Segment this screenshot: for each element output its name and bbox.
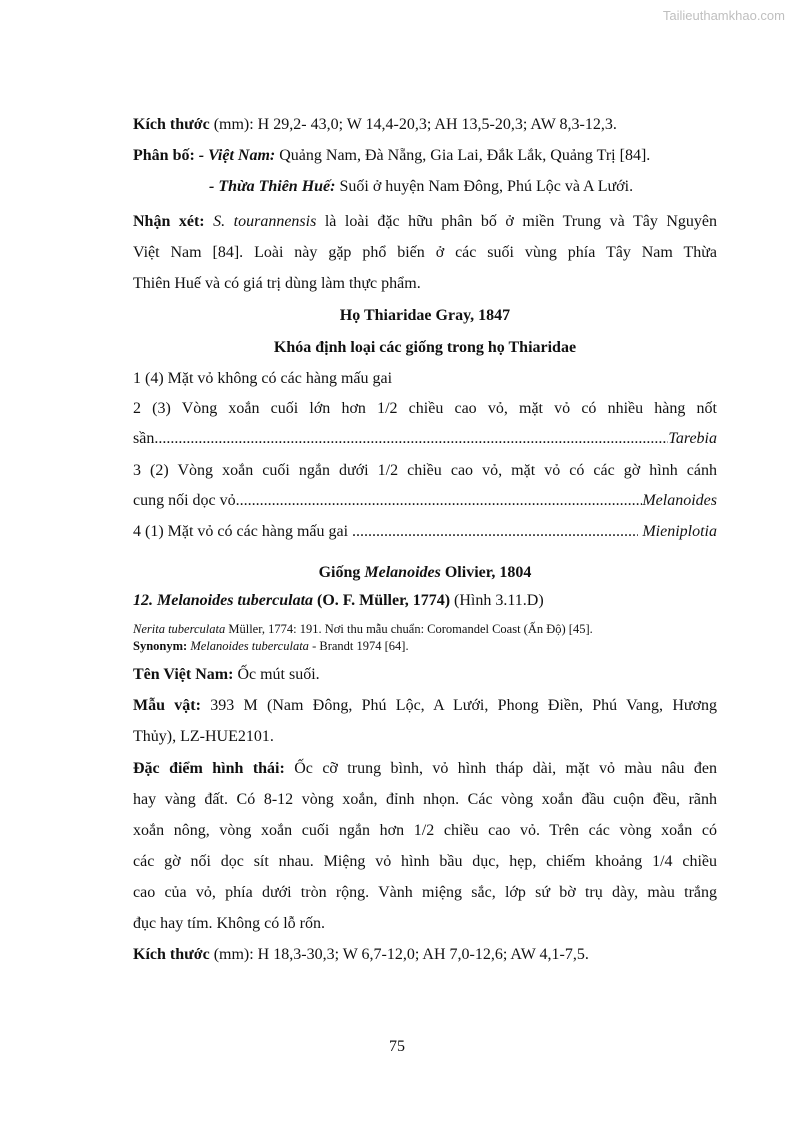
key-item-2b: sần ..... Tarebia — [133, 429, 717, 449]
key-item-2a: 2 (3) Vòng xoắn cuối lớn hơn 1/2 chiều cao vỏ, mặt vỏ có nhiều hàng nốt — [133, 400, 717, 417]
watermark: Tailieuthamkhao.com — [662, 8, 785, 23]
synonym-line: Synonym: Melanoides tuberculata - Brandt 1974 [64]. — [133, 639, 409, 653]
specimens-line-1: Mẫu vật: 393 M (Nam Đông, Phú Lộc, A Lưới, Phong Điền, Phú Vang, Hương — [133, 697, 718, 714]
vietnam-text: Quảng Nam, Đà Nẵng, Gia Lai, Đắk Lắk, Quảng Trị [84]. — [275, 147, 651, 164]
size-text: (mm): H 29,2- 43,0; W 14,4-20,3; AH 13,5-20,3; AW 8,3-12,3. — [209, 116, 617, 133]
page-number: 75 — [389, 1038, 405, 1055]
morphology-line-6: đục hay tím. Không có lỗ rốn. — [133, 915, 325, 932]
remark-line-2: Việt Nam [84]. Loài này gặp phổ biến ở các suối vùng phía Tây Nam Thừa — [133, 244, 717, 261]
morphology-line-4: các gờ nối dọc sít nhau. Miệng vỏ hình bầu dục, hẹp, chiếm khoảng 1/4 chiều — [133, 853, 717, 870]
remark-species: S. tourannensis — [213, 213, 317, 230]
morphology-line-2: hay vàng đất. Có 8-12 vòng xoắn, đỉnh nhọn. Các vòng xoắn đầu cuộn đều, rãnh — [133, 791, 717, 808]
specimens-line-2: Thủy), LZ-HUE2101. — [133, 728, 274, 745]
genus-tarebia: Tarebia — [668, 430, 717, 447]
distribution-label: Phân bố: — [133, 147, 195, 164]
genus-mieniplotia: Mieniplotia — [642, 523, 717, 540]
key-item-1: 1 (4) Mặt vỏ không có các hàng mấu gai — [133, 370, 393, 387]
vietnam-label: - Việt Nam: — [194, 147, 276, 164]
remark-line-3: Thiên Huế và có giá trị dùng làm thực phẩm. — [133, 275, 421, 292]
morphology-line-3: xoắn nông, vòng xoắn cuối ngắn hơn 1/2 chiều cao vỏ. Trên các vòng xoắn có — [133, 822, 717, 839]
key-item-3a: 3 (2) Vòng xoắn cuối ngắn dưới 1/2 chiều cao vỏ, mặt vỏ có các gờ hình cánh — [133, 462, 717, 479]
tth-label: - Thừa Thiên Huế: — [209, 178, 336, 195]
size-line-2: Kích thước (mm): H 18,3-30,3; W 6,7-12,0; AH 7,0-12,6; AW 4,1-7,5. — [133, 946, 589, 963]
morphology-line-1: Đặc điểm hình thái: Ốc cỡ trung bình, vỏ hình tháp dài, mặt vỏ màu nâu đen — [133, 760, 717, 777]
vietnamese-name: Tên Việt Nam: Ốc mút suối. — [133, 666, 320, 683]
remark-line-1: Nhận xét: S. tourannensis là loài đặc hữu phân bố ở miền Trung và Tây Nguyên — [133, 213, 718, 230]
remark-label: Nhận xét: — [133, 213, 205, 230]
key-item-4: 4 (1) Mặt vỏ có các hàng mấu gai ..... Mieniplotia — [133, 522, 717, 542]
species-heading: 12. Melanoides tuberculata (O. F. Müller, 1774) (Hình 3.11.D) — [133, 592, 544, 609]
key-heading: Khóa định loại các giống trong họ Thiaridae — [273, 339, 577, 356]
distribution-line — [133, 146, 717, 166]
size-label: Kích thước — [133, 116, 210, 133]
family-heading: Họ Thiaridae Gray, 1847 — [339, 307, 511, 324]
size-line-1 — [133, 115, 717, 135]
genus-melanoides: Melanoides — [642, 492, 717, 509]
tth-text: Suối ở huyện Nam Đông, Phú Lộc và A Lưới. — [335, 178, 634, 195]
citation-line: Nerita tuberculata Müller, 1774: 191. Nơi thu mẫu chuẩn: Coromandel Coast (Ấn Độ) [45]. — [133, 622, 593, 636]
morphology-line-5: cao của vỏ, phía dưới tròn rộng. Vành miệng sắc, lớp sứ bờ trụ dày, màu trắng — [133, 884, 717, 901]
tth-line — [133, 177, 793, 197]
key-item-3b: cung nối dọc vỏ ..... Melanoides — [133, 491, 717, 511]
genus-heading: Giống Melanoides Olivier, 1804 — [318, 564, 532, 581]
